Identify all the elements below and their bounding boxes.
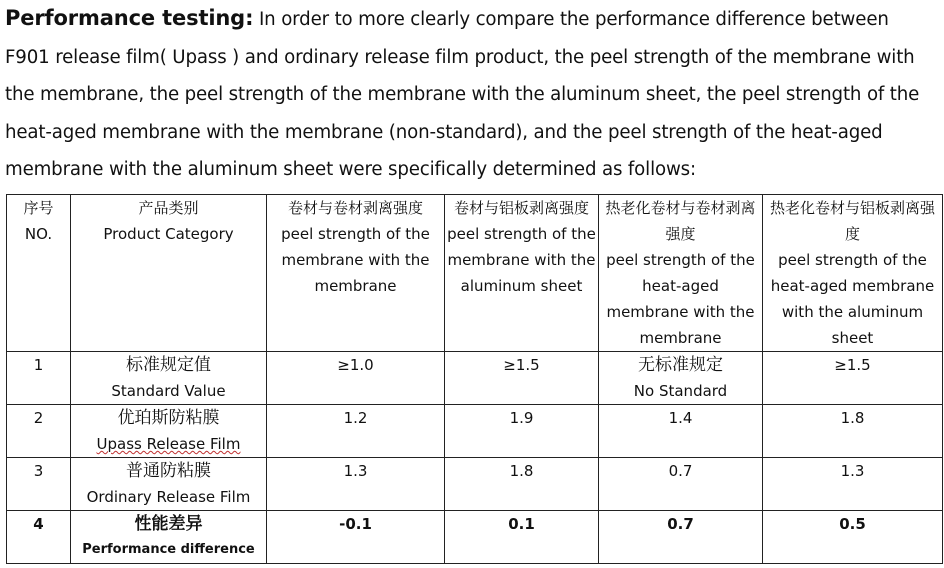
row-value: [267, 511, 445, 564]
intro-paragraph: [5, 0, 935, 189]
value-hm-zh: 无标准规定: [638, 355, 723, 375]
category-en: Ordinary Release Film: [86, 488, 251, 506]
row-value: [599, 511, 763, 564]
value-ma: 1.8: [509, 462, 534, 480]
row-value: [445, 352, 599, 405]
table-row: [7, 511, 943, 564]
table-row: [7, 405, 943, 458]
header-heat-aged-membrane: [599, 195, 763, 352]
row-value: [763, 511, 943, 564]
header-ha-en: peel strength of the heat-aged membrane with the aluminum sheet: [770, 251, 935, 347]
row-value: [599, 458, 763, 511]
value-hm: 0.7: [667, 515, 694, 533]
category-zh: 优珀斯防粘膜: [117, 408, 220, 428]
value-ha: 1.3: [840, 462, 865, 480]
header-ma-en: peel strength of the membrane with the aluminum sheet: [447, 225, 596, 295]
row-value: [445, 511, 599, 564]
header-ma-zh: 卷材与铝板剥离强度: [453, 199, 589, 217]
value-ma: ≥1.5: [503, 356, 540, 374]
value-hm: 1.4: [668, 409, 693, 427]
header-membrane-membrane: [267, 195, 445, 352]
row-no: 4: [7, 511, 71, 564]
row-category: [71, 405, 267, 458]
value-hm: 0.7: [668, 462, 693, 480]
header-mm-en: peel strength of the membrane with the membrane: [281, 225, 430, 295]
value-ma: 1.9: [509, 409, 534, 427]
value-hm-en: No Standard: [633, 382, 728, 400]
row-value: [445, 458, 599, 511]
value-mm: 1.3: [343, 462, 368, 480]
row-no: 1: [7, 352, 71, 405]
value-mm: -0.1: [339, 515, 372, 533]
value-ma: 0.1: [508, 515, 535, 533]
header-heat-aged-aluminum: [763, 195, 943, 352]
header-category-zh: 产品类别: [138, 199, 199, 217]
header-no-zh: 序号: [23, 199, 54, 217]
header-hm-zh: 热老化卷材与卷材剥离强度: [605, 199, 756, 243]
row-value: [763, 405, 943, 458]
row-value: [445, 405, 599, 458]
row-value: [267, 458, 445, 511]
row-value: [763, 352, 943, 405]
header-category: [71, 195, 267, 352]
category-zh: 普通防粘膜: [126, 461, 211, 481]
intro-text: In order to more clearly compare the performance difference between F901 release film( Upass ) and ordinary release film product, the peel strength of the membrane with the membrane, the peel strength of the membrane with the aluminum sheet, the peel strength of the heat-aged membrane with the membrane (non-standard), and the peel strength of the heat-aged membrane with the aluminum sheet were specifically determined as follows:: [5, 9, 920, 181]
category-zh: 标准规定值: [126, 355, 211, 375]
intro-label: Performance testing:: [5, 6, 254, 30]
value-mm: 1.2: [343, 409, 368, 427]
table-header-row: [7, 195, 943, 352]
peel-strength-table: [6, 194, 943, 564]
table-row: [7, 352, 943, 405]
category-en: Performance difference: [82, 542, 255, 557]
header-no: [7, 195, 71, 352]
header-hm-en: peel strength of the heat-aged membrane with the membrane: [606, 251, 755, 347]
value-ha: 0.5: [839, 515, 866, 533]
value-ha: 1.8: [840, 409, 865, 427]
row-value: [763, 458, 943, 511]
value-ha: ≥1.5: [834, 356, 871, 374]
table-row: [7, 458, 943, 511]
header-ha-zh: 热老化卷材与铝板剥离强度: [769, 199, 935, 243]
row-value: [599, 352, 763, 405]
header-membrane-aluminum: [445, 195, 599, 352]
category-zh: 性能差异: [134, 514, 203, 534]
header-no-en: NO.: [24, 225, 53, 243]
category-en: Upass Release Film: [96, 435, 241, 453]
row-value: [599, 405, 763, 458]
header-category-en: Product Category: [103, 225, 234, 243]
header-mm-zh: 卷材与卷材剥离强度: [287, 199, 423, 217]
row-category: [71, 458, 267, 511]
row-category: [71, 352, 267, 405]
value-mm: ≥1.0: [337, 356, 374, 374]
row-value: [267, 405, 445, 458]
category-en: Standard Value: [111, 382, 226, 400]
row-no: 2: [7, 405, 71, 458]
row-no: 3: [7, 458, 71, 511]
row-value: [267, 352, 445, 405]
row-category: [71, 511, 267, 564]
